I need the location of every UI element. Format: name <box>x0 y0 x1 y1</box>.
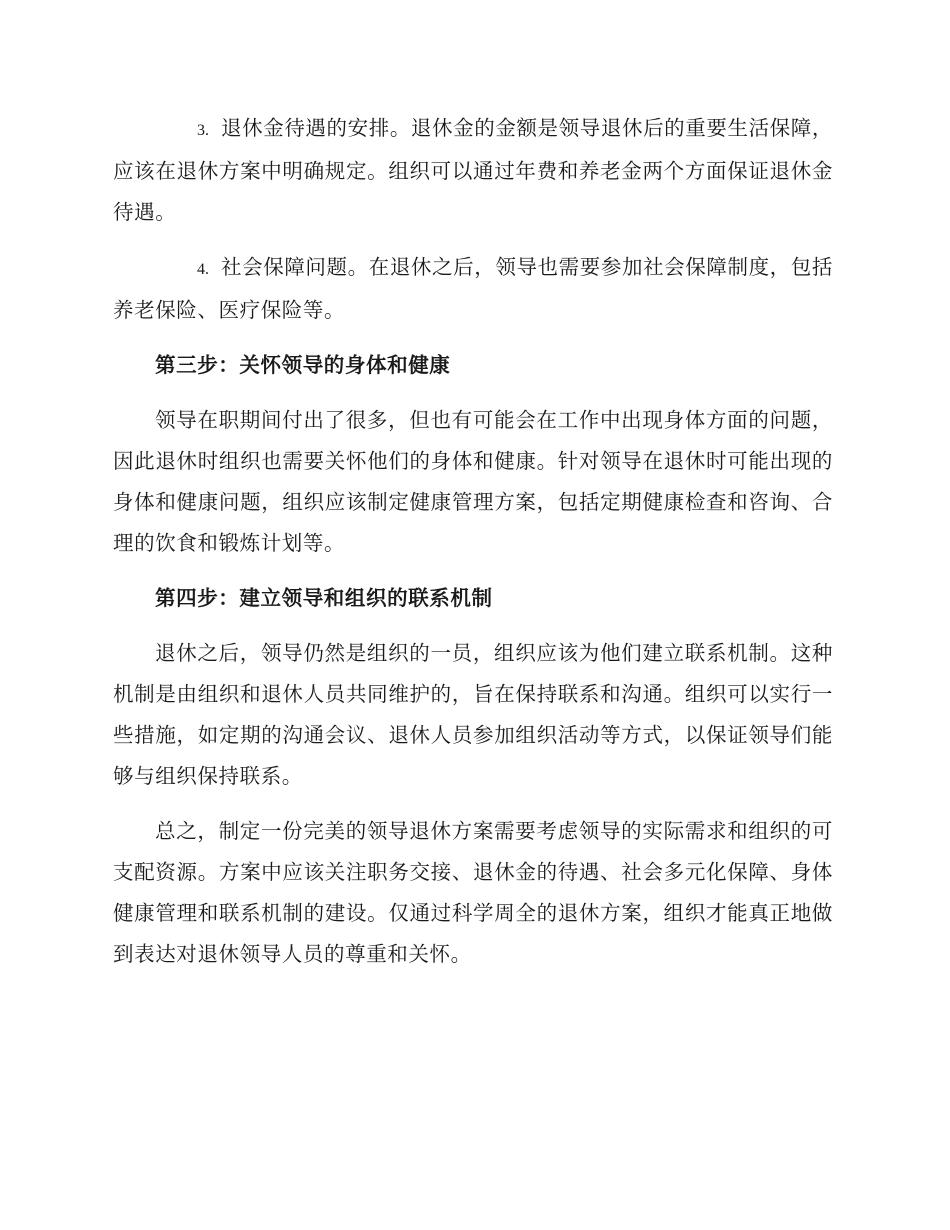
numbered-item-4 <box>113 247 833 331</box>
conclusion-paragraph: 总之，制定一份完美的领导退休方案需要考虑领导的实际需求和组织的可支配资源。方案中应该关注职务交接、退休金的待遇、社会多元化保障、身体健康管理和联系机制的建设。仅通过科学周全的退休方案，组织才能真正地做到表达对退休领导人员的尊重和关怀。 <box>113 819 833 966</box>
section-body-step-3: 领导在职期间付出了很多，但也有可能会在工作中出现身体方面的问题，因此退休时组织也需要关怀他们的身体和健康。针对领导在退休时可能出现的身体和健康问题，组织应该制定健康管理方案，包括定期健康检查和咨询、合理的饮食和锻炼计划等。 <box>113 408 833 555</box>
section-heading-step-3: 第三步：关怀领导的身体和健康 <box>155 353 451 377</box>
numbered-item-3 <box>113 108 833 233</box>
section-body-step-4: 退休之后，领导仍然是组织的一员，组织应该为他们建立联系机制。这种机制是由组织和退休人员共同维护的，旨在保持联系和沟通。组织可以实行一些措施，如定期的沟通会议、退休人员参加组织活动等方式，以保证领导们能够与组织保持联系。 <box>113 641 833 788</box>
document-body <box>113 108 833 989</box>
section-heading-step-4: 第四步：建立领导和组织的联系机制 <box>155 586 493 610</box>
item-number: 4. <box>197 261 209 278</box>
item-text: 社会保障问题。在退休之后，领导也需要参加社会保障制度，包括养老保险、医疗保险等。 <box>113 255 833 322</box>
item-text: 退休金待遇的安排。退休金的金额是领导退休后的重要生活保障，应该在退休方案中明确规定。组织可以通过年费和养老金两个方面保证退休金待遇。 <box>113 116 833 224</box>
item-number: 3. <box>197 122 209 139</box>
